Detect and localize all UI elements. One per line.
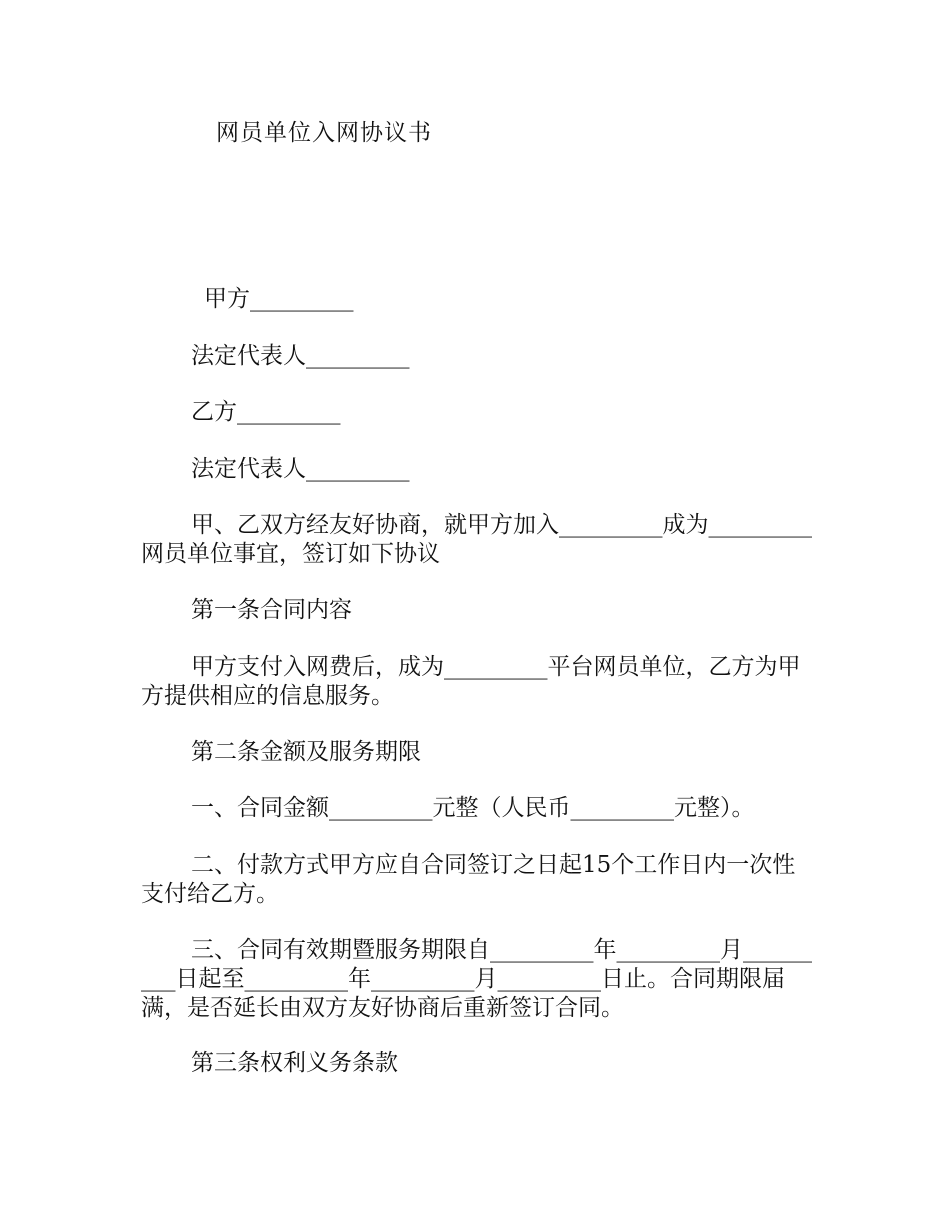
party-a-line: 甲方_________ [204, 286, 354, 312]
article-1-paragraph: 甲方支付入网费后，成为_________平台网员单位，乙方为甲方提供相应的信息服务。 [141, 654, 801, 709]
document-title: 网员单位入网协议书 [216, 120, 432, 146]
article-2-item-2: 二、付款方式甲方应自合同签订之日起15个工作日内一次性支付给乙方。 [141, 852, 796, 907]
intro-paragraph: 甲、乙双方经友好协商，就甲方加入_________成为_________网员单位事宜，签订如下协议 [141, 512, 812, 567]
party-a-representative-line: 法定代表人_________ [191, 343, 410, 369]
article-2-item-1: 一、合同金额_________元整（人民币_________元整）。 [191, 795, 755, 821]
party-b-representative-line: 法定代表人_________ [191, 456, 410, 482]
article-2-item-3: 三、合同有效期暨服务期限自_________年_________月_________日起至_________年_________月_________日止。合同期限届满，是否延长由双方友好协商后重新签订合同。 [141, 937, 812, 1021]
article-2-heading: 第二条金额及服务期限 [191, 739, 421, 765]
article-3-heading: 第三条权利义务条款 [191, 1050, 398, 1076]
article-1-heading: 第一条合同内容 [191, 597, 352, 623]
party-b-line: 乙方_________ [191, 399, 341, 425]
